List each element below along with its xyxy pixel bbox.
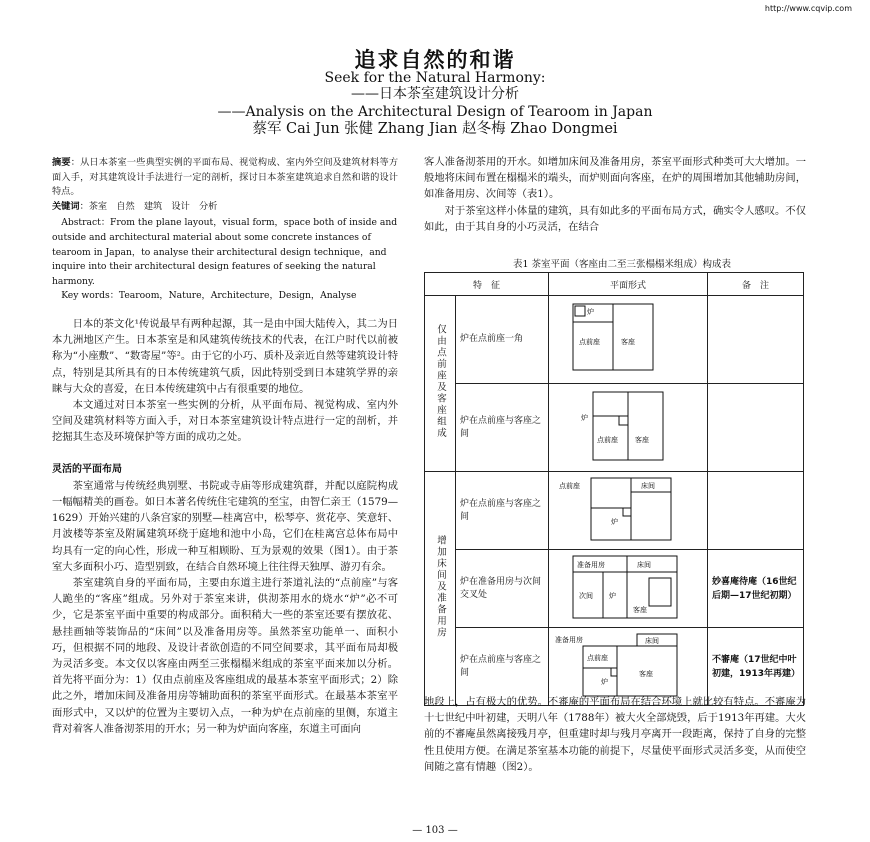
right-column-bottom <box>424 694 806 775</box>
page-number: — 103 — <box>412 825 458 836</box>
plan-label: 炉 <box>601 678 608 686</box>
plan-label: 点前座 <box>597 436 618 444</box>
table-row <box>425 550 804 628</box>
feature-cell: 炉在点前座与客座之间 <box>456 472 549 550</box>
note-cell <box>708 384 804 472</box>
plan-cell <box>549 384 708 472</box>
feature-cell: 炉在准备用房与次间交叉处 <box>456 550 549 628</box>
keywords-text: ：茶室 自然 建筑 设计 分析 <box>79 200 218 212</box>
feature-cell: 炉在点前座一角 <box>456 296 549 384</box>
floor-plan-diagram <box>553 552 693 622</box>
table-row <box>425 384 804 472</box>
plan-label: 炉 <box>587 308 594 316</box>
section-paragraph: 茶室建筑自身的平面布局，主要由东道主进行茶道礼法的“点前座”与客人跪坐的“客座”组成。另外对于茶室来讲，供沏茶用水的烧水“炉”必不可少，它是茶室平面中重要的构成部分。面积稍大一些的茶室还要有摆放花、悬挂画轴等装饰品的“床间”以及准备用房等。虽然茶室功能单一、面积小巧，但根据不同的地段、及设计者欲创造的不同空间要求，其平面布局却极为灵活多变。本文仅以客座由两至三张榻榻米组成的茶室平面来加以分析。首先将平面分为：1）仅由点前座及客座组成的最基本茶室平面形式；2）除此之外，增加床间及准备用房等辅助面积的茶室平面形式。在最基本茶室平面形式中，又以炉的位置为主要切入点，一种为炉在点前座的里侧，东道主背对着客人准备沏茶用的开水；另一种为炉面向客座，东道主可面向 <box>52 576 398 735</box>
floor-plan-diagram <box>553 630 693 700</box>
intro-paragraph: 日本的茶文化¹传说最早有两种起源，其一是由中国大陆传入，其二为日本九洲地区产生。日本茶室是和风建筑传统技术的代表，在江户时代以前被称为“小座敷”、“数寄屋”等²。由于它的小巧、质朴及亲近自然等建筑设计特点，特别是其所具有的日本传统建筑气质，因此特别受到日本建筑学界的亲睐与大众的喜爱，在日本传统建筑中占有很重要的地位。 <box>52 317 398 395</box>
table-header: 特 征 <box>425 273 549 296</box>
plan-label: 点前座 <box>587 654 608 662</box>
plan-label: 点前座 <box>559 482 580 490</box>
category-cell <box>425 296 456 472</box>
plan-cell <box>549 296 708 384</box>
plan-table <box>424 272 804 706</box>
plan-cell <box>549 550 708 628</box>
left-column <box>52 156 398 737</box>
plan-label: 炉 <box>609 592 616 600</box>
keywords-english: Key words：Tearoom，Nature，Architecture，Design，Analyse <box>61 290 357 302</box>
keywords-label: 关键词 <box>52 200 80 212</box>
plan-label: 客座 <box>621 338 635 346</box>
plan-label: 准备用房 <box>577 561 605 569</box>
plan-label: 客座 <box>639 670 653 678</box>
floor-plan-diagram <box>553 474 693 544</box>
right-paragraph: 对于茶室这样小体量的建筑，具有如此多的平面布局方式，确实令人感叹。不仅如此，由于其自身的小巧灵活，在结合 <box>424 204 806 233</box>
table-header: 备 注 <box>708 273 804 296</box>
note-cell <box>708 472 804 550</box>
introduction <box>52 316 398 446</box>
plan-label: 床间 <box>645 637 659 645</box>
category-text: 增加床间及准备用房 <box>435 534 446 639</box>
feature-cell: 炉在点前座与客座之间 <box>456 384 549 472</box>
section-heading: 灵活的平面布局 <box>52 463 122 475</box>
abstract-block <box>52 156 398 304</box>
plan-label: 点前座 <box>579 338 600 346</box>
plan-cell <box>549 472 708 550</box>
table-header-row <box>425 273 804 296</box>
section-paragraph: 茶室通常与传统经典别墅、书院或寺庙等形成建筑群，并配以庭院构成一幅幅精美的画卷。如日本著名传统住宅建筑的至宝，由智仁亲王（1579—1629）开始兴建的八条宫家的别墅—桂离宫中，松琴亭、赏花亭、笑意轩、月波楼等茶室及附属建筑环绕于庭地和池中小岛，它们在桂离宫总体布局中均具有一定的向心性，形成一种互相顾盼、互为景观的效果（图1）。由于茶室大多面积小巧、造型别致，在结合自然环境上往往得天独厚、游刃有余。 <box>52 479 398 573</box>
note-cell <box>708 296 804 384</box>
right-paragraph: 地段上，占有极大的优势。不審庵的平面布局在结合环境上就比较有特点。不審庵为十七世纪中叶初建，天明八年（1788年）被大火全部烧毁，后于1913年再建。大火前的不審庵虽然离接残月亭，但重建时却与残月亭离开一段距离，保持了自身的完整性且使用方便。在满足茶室基本功能的前提下，尽量使平面形式灵活多变，从而使空间随之富有情趣（图2）。 <box>424 696 806 773</box>
table-header: 平面形式 <box>549 273 708 296</box>
table-row <box>425 472 804 550</box>
author-line: 蔡军 Cai Jun 张健 Zhang Jian 赵冬梅 Zhao Dongmei <box>252 121 618 137</box>
category-cell <box>425 472 456 706</box>
paper-title: 追求自然的和谐 <box>354 48 516 72</box>
note-cell: 妙喜庵待庵（16世纪后期—17世纪初期） <box>708 550 804 628</box>
table-caption: 表1 茶室平面（客座由二至三张榻榻米组成）构成表 <box>512 259 732 270</box>
subtitle-english-2: ——Analysis on the Architectural Design of Tearoom in Japan <box>217 104 653 120</box>
category-text: 仅由点前座及客座组成 <box>435 324 446 439</box>
subtitle-english: Seek for the Natural Harmony: <box>324 70 546 86</box>
plan-label: 床间 <box>641 482 655 490</box>
right-column-top <box>424 154 806 235</box>
subtitle-chinese: ——日本茶室建筑设计分析 <box>351 86 519 102</box>
right-paragraph: 客人准备沏茶用的开水。如增加床间及准备用房，茶室平面形式种类可大大增加。一般地将床间布置在榻榻米的端头，而炉则面向客座，在炉的周围增加其他辅助房间，如准备用房、次间等（表1）。 <box>424 156 806 201</box>
plan-label: 客座 <box>633 606 647 614</box>
abstract-english: Abstract：From the plane layout，visual form，space both of inside and outside and architectural material about some concrete instances of tearoom in Japan，to analyse their architectural design technique，and inquire into their architectural design features of seeking the natural harmony. <box>52 217 398 287</box>
intro-paragraph: 本文通过对日本茶室一些实例的分析，从平面布局、视觉构成、室内外空间及建筑材料等方面入手，对日本茶室建筑设计特点进行一定的剖析，并挖掘其生态及环境保护等方面的成功之处。 <box>52 398 398 444</box>
feature-cell: 炉在点前座与客座之间 <box>456 628 549 706</box>
abstract-text: ：从日本茶室一些典型实例的平面布局、视觉构成、室内外空间及建筑材料等方面入手，对其建筑设计手法进行一定的剖析，探讨日本茶室建筑追求自然和谐的设计特点。 <box>52 157 399 198</box>
note-cell: 不審庵（17世纪中叶初建，1913年再建） <box>708 628 804 706</box>
plan-label: 准备用房 <box>555 636 583 644</box>
table-row <box>425 296 804 384</box>
plan-label: 床间 <box>637 561 651 569</box>
plan-label: 客座 <box>635 436 649 444</box>
floor-plan-diagram <box>553 386 693 466</box>
plan-label: 次间 <box>579 592 593 600</box>
plan-label: 炉 <box>581 414 588 422</box>
floor-plan-diagram <box>553 298 693 378</box>
plan-label: 炉 <box>611 518 618 526</box>
source-url: http://www.cqvip.com <box>764 4 852 13</box>
abstract-label: 摘要 <box>52 157 71 168</box>
